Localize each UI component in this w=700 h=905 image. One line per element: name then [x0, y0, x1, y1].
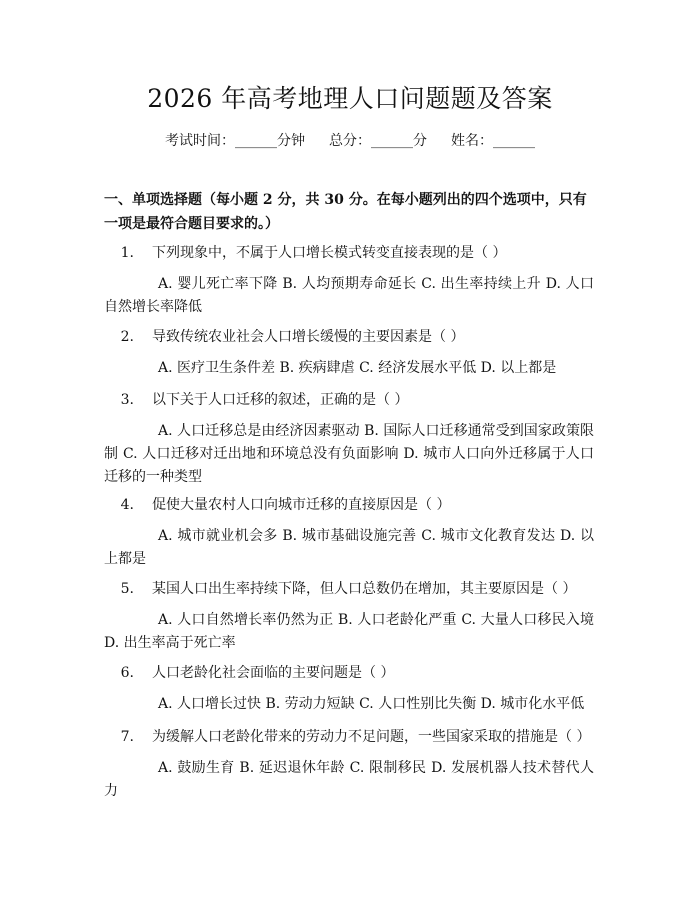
question-2: [104, 326, 594, 348]
exam-meta: [0, 131, 700, 151]
total-score: 总分：______分: [329, 133, 427, 149]
question-2-options: A. 医疗卫生条件差 B. 疾病肆虐 C. 经济发展水平低 D. 以上都是: [158, 360, 557, 376]
question-number: 6.: [120, 665, 134, 681]
question-number: 7.: [120, 729, 134, 745]
question-number: 4.: [120, 497, 134, 513]
question-7: [104, 726, 594, 748]
question-3-options: A. 人口迁移总是由经济因素驱动 B. 国际人口迁移通常受到国家政策限制 C. 人口迁移对迁出地和环境总没有负面影响 D. 城市人口向外迁移属于人口迁移的一种类型: [104, 423, 594, 485]
page-title: 2026 年高考地理人口问题题及答案: [147, 84, 553, 113]
question-3: [104, 389, 594, 411]
question-5-options: A. 人口自然增长率仍然为正 B. 人口老龄化严重 C. 大量人口移民入境 D. 出生率高于死亡率: [104, 612, 594, 651]
question-4: [104, 494, 594, 516]
question-text: 下列现象中，不属于人口增长模式转变直接表现的是（ ）: [152, 245, 507, 261]
question-text: 促使大量农村人口向城市迁移的直接原因是（ ）: [152, 497, 451, 513]
question-text: 某国人口出生率持续下降，但人口总数仍在增加，其主要原因是（ ）: [152, 581, 577, 597]
question-7-options: A. 鼓励生育 B. 延迟退休年龄 C. 限制移民 D. 发展机器人技术替代人力: [104, 760, 594, 799]
question-number: 1.: [120, 245, 134, 261]
question-text: 人口老龄化社会面临的主要问题是（ ）: [152, 665, 395, 681]
section-heading: 一、单项选择题（每小题 2 分，共 30 分。在每小题列出的四个选项中，只有一项是最符合题目要求的。）: [104, 192, 587, 232]
question-5: [104, 578, 594, 600]
question-6-options: A. 人口增长过快 B. 劳动力短缺 C. 人口性别比失衡 D. 城市化水平低: [158, 696, 585, 712]
question-1: [104, 242, 594, 264]
question-6: [104, 662, 594, 684]
question-text: 导致传统农业社会人口增长缓慢的主要因素是（ ）: [152, 329, 465, 345]
exam-time: 考试时间：______分钟: [165, 133, 305, 149]
student-name: 姓名：______: [451, 133, 535, 149]
question-4-options: A. 城市就业机会多 B. 城市基础设施完善 C. 城市文化教育发达 D. 以上都是: [104, 528, 594, 567]
question-text: 为缓解人口老龄化带来的劳动力不足问题，一些国家采取的措施是（ ）: [152, 729, 591, 745]
question-text: 以下关于人口迁移的叙述，正确的是（ ）: [152, 392, 409, 408]
question-number: 3.: [120, 392, 134, 408]
question-number: 2.: [120, 329, 134, 345]
question-1-options: A. 婴儿死亡率下降 B. 人均预期寿命延长 C. 出生率持续上升 D. 人口自然增长率降低: [104, 276, 594, 315]
question-number: 5.: [120, 581, 134, 597]
